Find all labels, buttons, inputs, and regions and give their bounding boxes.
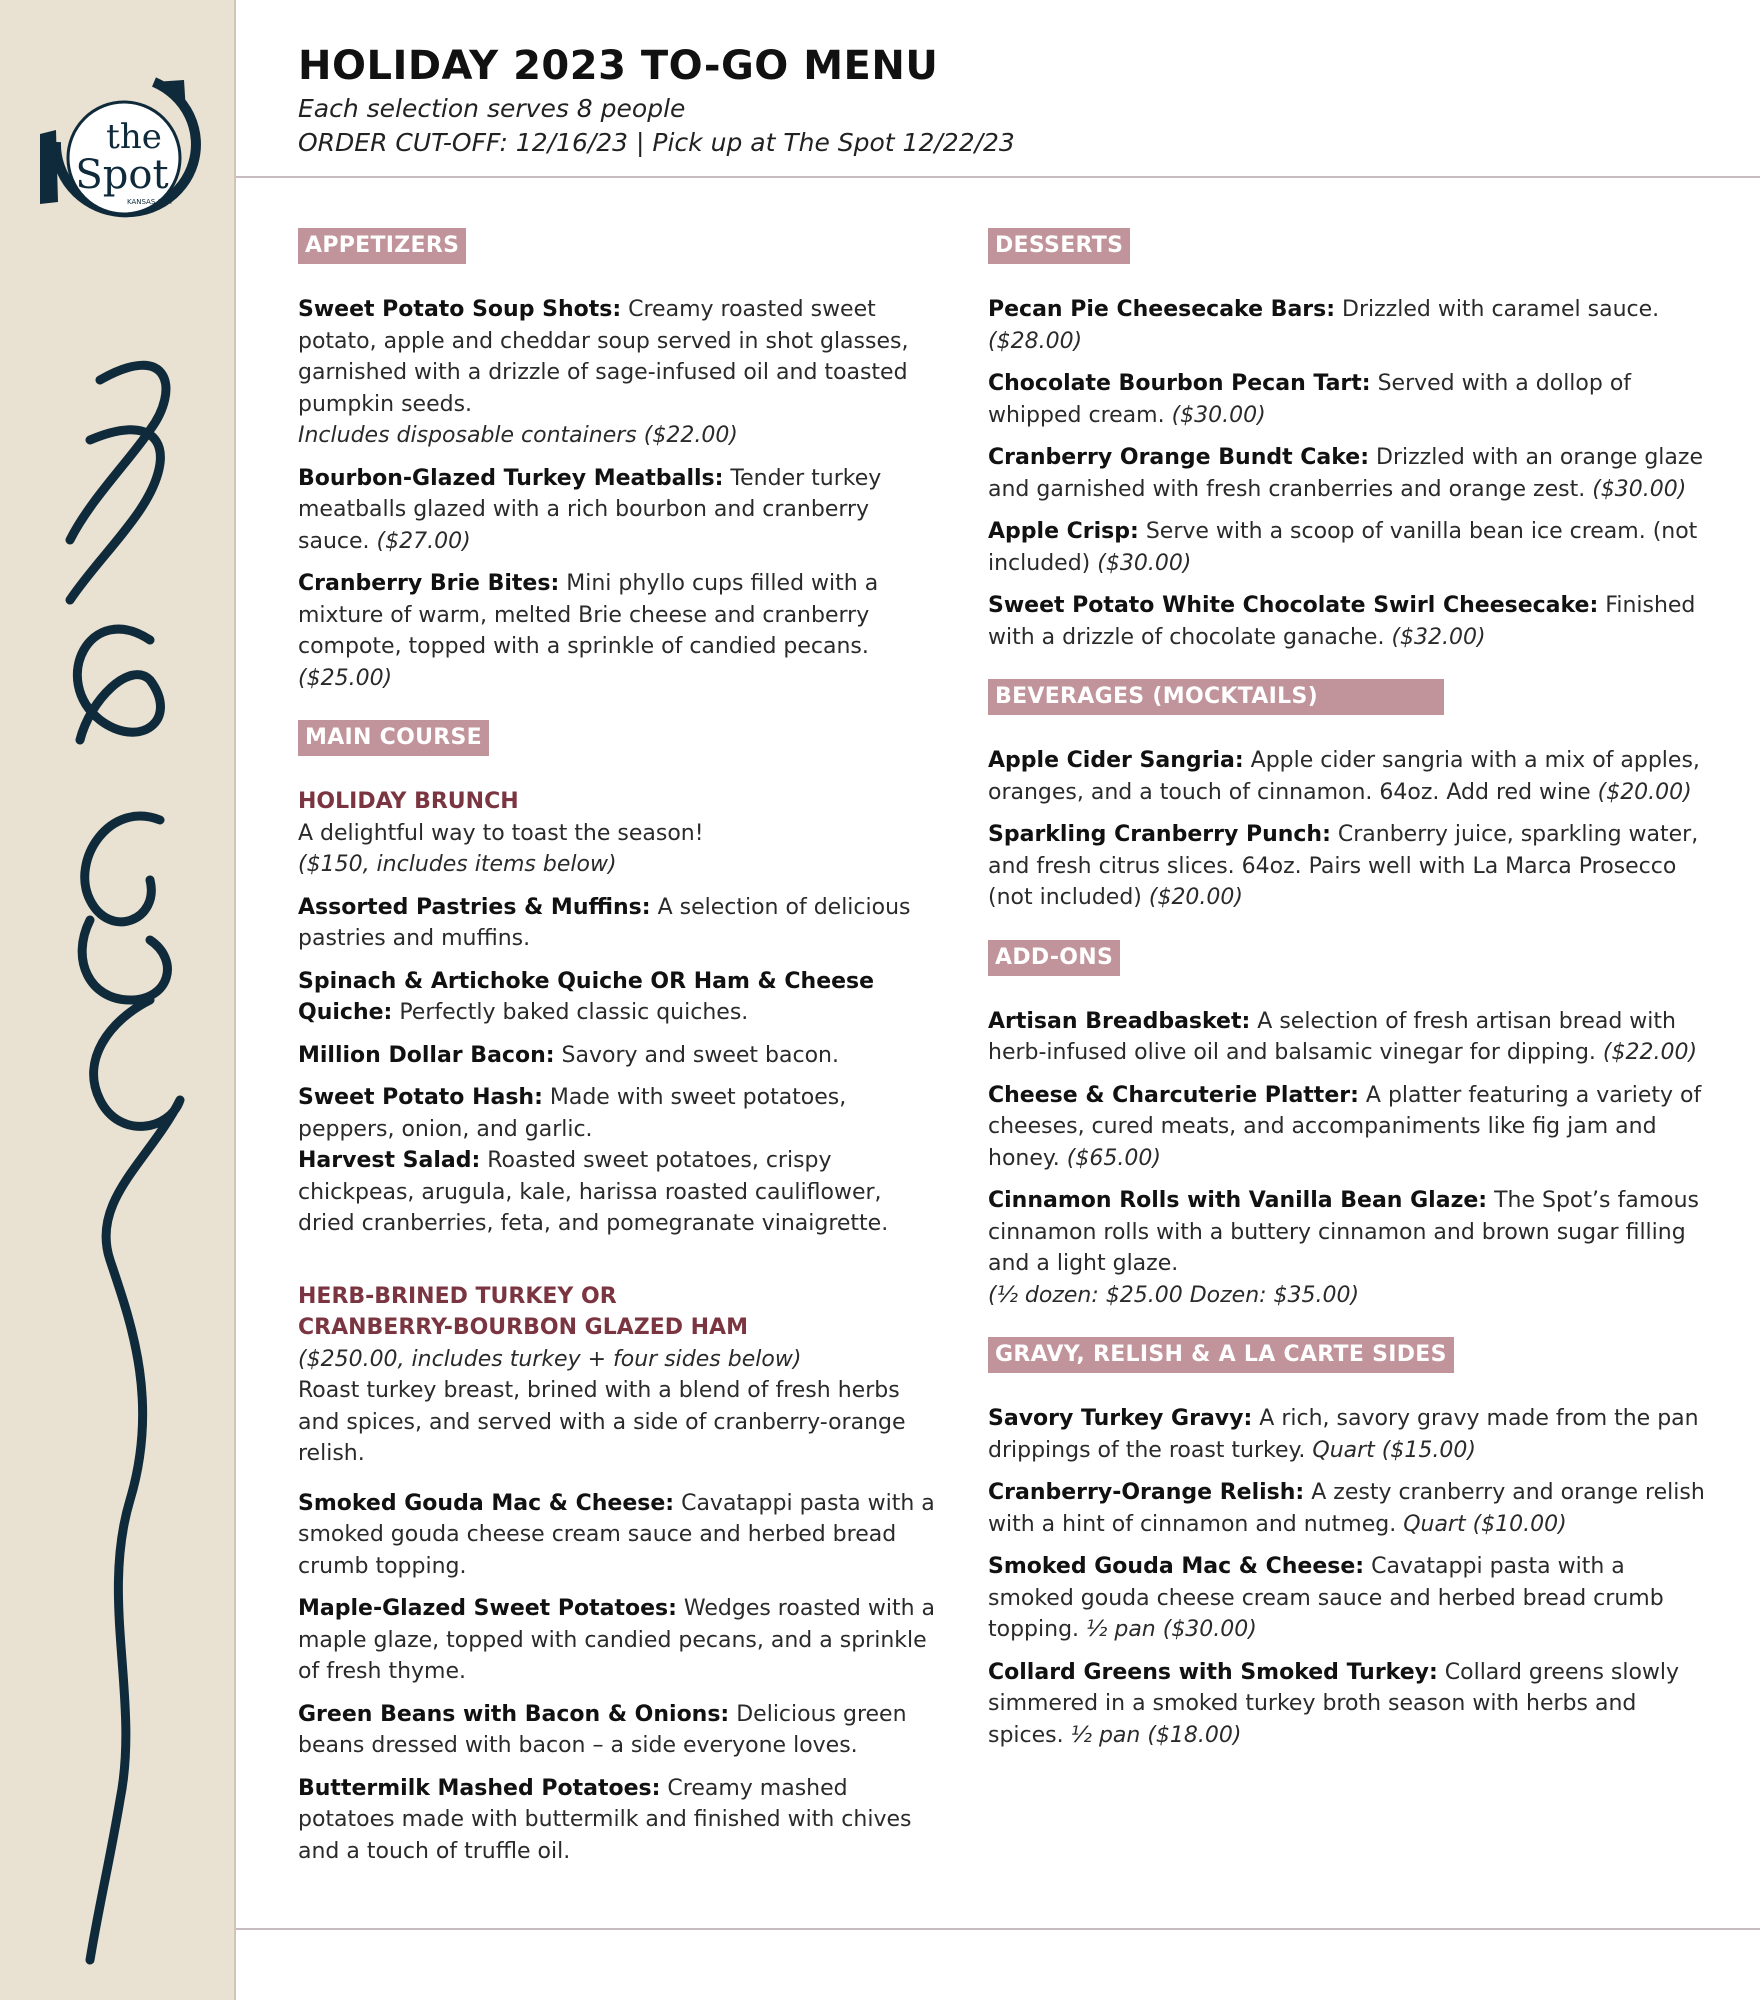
logo-line1: the [106,117,162,157]
item-desc: The Spot’s famous cinnamon rolls with a buttery cinnamon and brown sugar filling and a light glaze. [988,1188,1699,1276]
item-desc: Cavatappi pasta with a smoked gouda cheese cream sauce and herbed bread crumb topping. [298,1490,935,1579]
item-name: Buttermilk Mashed Potatoes: [298,1775,661,1801]
main-course-tag: MAIN COURSE [298,720,489,756]
item-desc: Made with sweet potatoes, peppers, onion, and garlic. [298,1085,847,1142]
item-note: Includes disposable containers ($22.00) [298,423,738,448]
item-desc: Finished with a drizzle of chocolate ganache. [988,593,1696,650]
item-name: Chocolate Bourbon Pecan Tart: [988,371,1371,396]
item-name: Maple-Glazed Sweet Potatoes: [298,1596,677,1621]
order-cutoff: ORDER CUT-OFF: 12/16/23 | Pick up at The Spot 12/22/23 [298,128,1015,157]
item-desc: Creamy mashed potatoes made with buttermilk and finished with chives and a touch of truffle oil. [298,1775,912,1864]
sides-section [988,1337,1708,1751]
turkey-price: ($250.00, includes turkey + four sides below) [298,1346,802,1372]
menu-item [298,294,938,452]
item-desc: Mini phyllo cups filled with a mixture of warm, melted Brie cheese and cranberry compote, topped with a sprinkle of candied pecans. [298,571,879,659]
turkey-heading-1: HERB-BRINED TURKEY OR [298,1283,617,1309]
item-price: ($22.00) [1602,1040,1698,1065]
sidebar [0,0,236,2000]
item-name: Cranberry Brie Bites: [298,571,560,596]
left-column [298,228,938,1893]
brunch-heading: HOLIDAY BRUNCH [298,789,519,814]
turkey-heading-2: CRANBERRY-BOURBON GLAZED HAM [298,1315,748,1340]
item-desc: A selection of fresh artisan bread with herb-infused olive oil and balsamic vinegar for dipping. [988,1008,1676,1065]
menu-item [298,568,938,694]
menu-item [298,1773,938,1868]
brunch-intro: A delightful way to toast the season! [298,820,704,846]
item-price: ($32.00) [1391,624,1486,650]
item-price: ½ pan ($18.00) [1070,1722,1242,1748]
turkey-intro: Roast turkey breast, brined with a blend of fresh herbs and spices, and served with a side of cranberry-orange relish. [298,1378,906,1466]
item-name: Cheese & Charcuterie Platter: [988,1082,1359,1108]
spacer [298,1251,938,1281]
the-spot-logo [34,72,204,232]
item-desc: Roasted sweet potatoes, crispy chickpeas, arugula, kale, harissa roasted cauliflower, dried cranberries, feta, and pomegranate vinaigrette. [298,1148,889,1236]
item-desc: Cavatappi pasta with a smoked gouda cheese cream sauce and herbed bread crumb topping. [988,1554,1664,1642]
item-name: Sweet Potato Soup Shots: [298,297,622,322]
addons-section [988,940,1708,1312]
menu-item [988,1006,1708,1069]
menu-item [298,463,938,558]
menu-item [298,1082,938,1145]
item-desc: A rich, savory gravy made from the pan drippings of the roast turkey. [988,1406,1699,1463]
item-price: ($30.00) [1592,476,1687,502]
menu-item [988,590,1708,653]
beverages-tag: BEVERAGES (MOCKTAILS) [988,679,1444,715]
item-price: ($65.00) [1066,1145,1161,1171]
menu-item [298,1145,938,1240]
sides-tag: GRAVY, RELISH & A LA CARTE SIDES [988,1337,1454,1373]
item-desc: Drizzled with an orange glaze and garnished with fresh cranberries and orange zest. [988,445,1703,502]
item-name: Savory Turkey Gravy: [988,1406,1253,1431]
item-name: Sweet Potato Hash: [298,1085,543,1110]
item-price: ($20.00) [1148,885,1244,910]
item-name: Cranberry-Orange Relish: [988,1480,1305,1505]
menu-item [298,966,938,1029]
item-desc: Wedges roasted with a maple glaze, topped with candied pecans, and a sprinkle of fresh thyme. [298,1596,936,1684]
appetizers-tag: APPETIZERS [298,228,466,264]
menu-item [988,1185,1708,1311]
item-name: Apple Cider Sangria: [988,748,1244,773]
item-price: ½ pan ($30.00) [1086,1617,1257,1642]
item-name: Harvest Salad: [298,1148,481,1173]
item-desc: Perfectly baked classic quiches. [392,1000,749,1025]
item-price: ($27.00) [376,528,471,554]
desserts-section [988,228,1708,653]
menu-item [988,745,1708,808]
menu-item [988,819,1708,914]
right-column [988,228,1708,1777]
logo-line3: KANSAS CITY [126,198,174,206]
item-name: Bourbon-Glazed Turkey Meatballs: [298,465,724,491]
desserts-tag: DESSERTS [988,228,1130,264]
item-name: Sweet Potato White Chocolate Swirl Cheesecake: [988,593,1599,618]
item-price: ($25.00) [298,665,393,691]
menu-item [988,1477,1708,1540]
item-price: ($30.00) [1171,402,1266,428]
item-price: Quart ($10.00) [1403,1511,1567,1537]
menu-item [988,1080,1708,1175]
item-desc: Cranberry juice, sparkling water, and fresh citrus slices. 64oz. Pairs well with La Marca Prosecco (not included) [988,822,1699,910]
menu-item [298,1593,938,1688]
item-name: Collard Greens with Smoked Turkey: [988,1659,1438,1685]
menu-script-decoration [30,300,200,1980]
page-title: HOLIDAY 2023 TO-GO MENU [298,43,939,89]
item-desc: Serve with a scoop of vanilla bean ice cream. (not included) [988,519,1698,576]
item-name: Million Dollar Bacon: [298,1042,555,1068]
logo-line2: Spot [75,152,169,198]
menu-item [298,892,938,955]
item-desc: A platter featuring a variety of cheeses, cured meats, and accompaniments like fig jam and honey. [988,1082,1702,1171]
menu-item [988,294,1708,357]
item-name: Smoked Gouda Mac & Cheese: [298,1490,675,1516]
item-price: Quart ($15.00) [1312,1437,1476,1463]
item-desc: Collard greens slowly simmered in a smoked turkey broth season with herbs and spices. [988,1659,1680,1748]
menu-item [988,516,1708,579]
menu-item [988,1551,1708,1646]
appetizers-section [298,228,938,694]
item-desc: Savory and sweet bacon. [554,1042,839,1068]
item-desc: Served with a dollop of whipped cream. [988,371,1632,428]
brunch-price: ($150, includes items below) [298,852,617,877]
menu-item [298,1488,938,1583]
item-desc: Creamy roasted sweet potato, apple and cheddar soup served in shot glasses, garnished with a drizzle of sage-infused oil and toasted pumpkin seeds. [298,297,909,417]
item-name: Cranberry Orange Bundt Cake: [988,445,1370,470]
menu-item [298,1699,938,1762]
menu-item [988,368,1708,431]
item-name: Assorted Pastries & Muffins: [298,894,651,920]
item-desc: A selection of delicious pastries and muffins. [298,894,911,951]
item-desc: Delicious green beans dressed with bacon – a side everyone loves. [298,1701,907,1758]
item-desc: Tender turkey meatballs glazed with a rich bourbon and cranberry sauce. [298,465,882,554]
menu-item [988,1657,1708,1752]
menu-item [988,1403,1708,1466]
item-name: Spinach & Artichoke Quiche OR Ham & Cheese Quiche: [298,968,875,1025]
item-desc: Drizzled with caramel sauce. [1335,297,1660,322]
item-name: Apple Crisp: [988,519,1139,544]
menu-item [298,1040,938,1072]
item-name: Pecan Pie Cheesecake Bars: [988,297,1336,322]
item-price: ($20.00) [1597,779,1692,805]
item-price: (½ dozen: $25.00 Dozen: $35.00) [988,1282,1360,1308]
item-name: Green Beans with Bacon & Onions: [298,1701,730,1727]
item-name: Sparkling Cranberry Punch: [988,822,1331,847]
addons-tag: ADD-ONS [988,940,1120,976]
item-desc: Apple cider sangria with a mix of apples, oranges, and a touch of cinnamon. 64oz. Add red wine [988,748,1700,805]
item-price: ($28.00) [988,328,1083,354]
serving-note: Each selection serves 8 people [298,94,686,123]
page-header [298,40,1698,160]
item-name: Smoked Gouda Mac & Cheese: [988,1554,1365,1579]
footer-divider [236,1928,1760,1930]
beverages-section [988,679,1708,914]
main-course-section [298,720,938,1867]
menu-item [988,442,1708,505]
item-name: Cinnamon Rolls with Vanilla Bean Glaze: [988,1188,1488,1213]
item-name: Artisan Breadbasket: [988,1008,1251,1034]
item-desc: A zesty cranberry and orange relish with a hint of cinnamon and nutmeg. [988,1480,1705,1537]
item-price: ($30.00) [1097,550,1192,576]
header-divider [236,176,1760,178]
